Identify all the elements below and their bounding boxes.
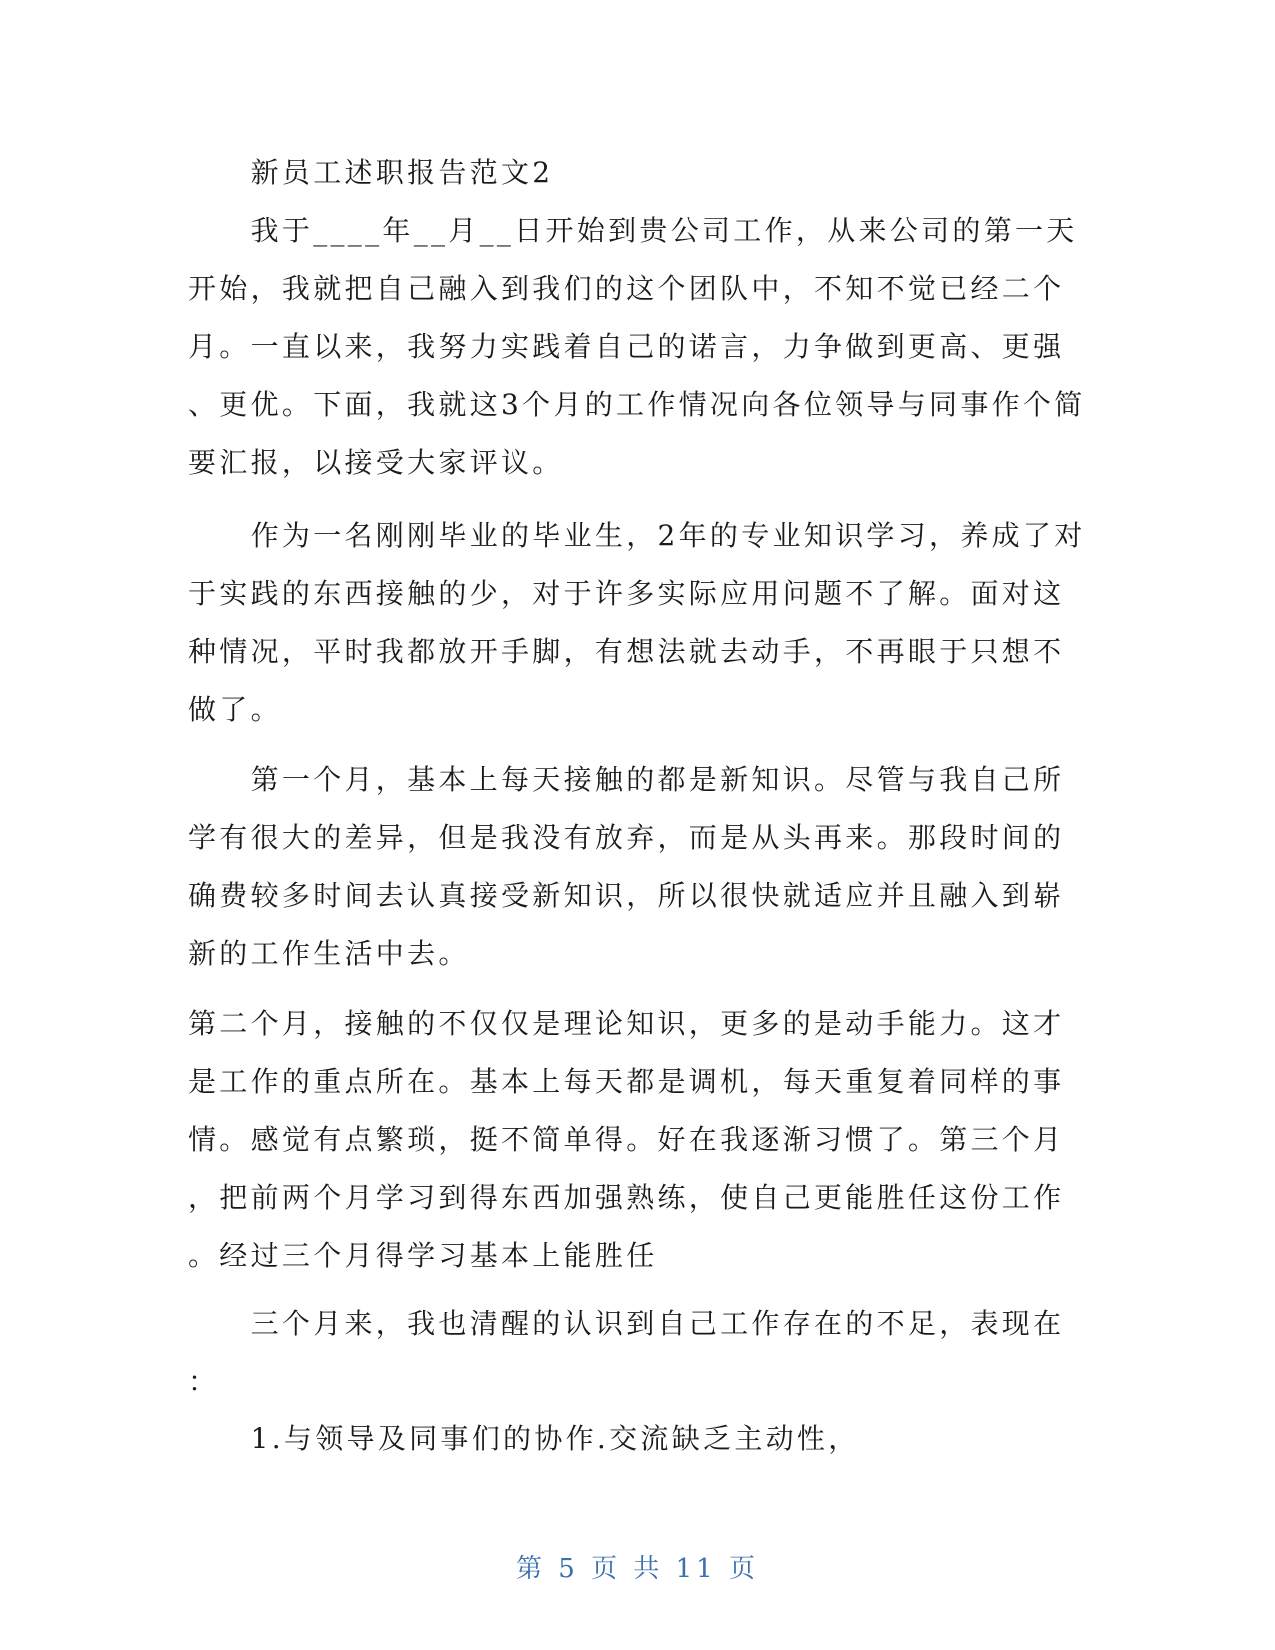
paragraph-item-1: 1.与领导及同事们的协作.交流缺乏主动性， [188, 1422, 860, 1455]
page-number-footer: 第 5 页 共 11 页 [516, 1554, 759, 1584]
document-title: 新员工述职报告范文2 [188, 156, 554, 189]
paragraph-first-month: 第一个月，基本上每天接触的都是新知识。尽管与我自己所 学有很大的差异，但是我没有放弃，而是从头再来。那段时间的 确费较多时间去认真接受新知识，所以很快就适应并且融入到崭 新的工作生活中去。 [188, 763, 1065, 970]
paragraph-graduate: 作为一名刚刚毕业的毕业生，2年的专业知识学习，养成了对 于实践的东西接触的少，对于许多实际应用问题不了解。面对这 种情况，平时我都放开手脚，有想法就去动手，不再眼于只想不 做了。 [188, 519, 1086, 726]
paragraph-second-third-month: 第二个月，接触的不仅仅是理论知识，更多的是动手能力。这才 是工作的重点所在。基本上每天都是调机，每天重复着同样的事 情。感觉有点繁琐，挺不简单得。好在我逐渐习惯了。第三个月 ，把前两个月学习到得东西加强熟练，使自己更能胜任这份工作 。经过三个月得学习基本上能胜任 [188, 1007, 1065, 1272]
paragraph-intro: 我于____年__月__日开始到贵公司工作，从来公司的第一天 开始，我就把自己融入到我们的这个团队中，不知不觉已经二个 月。一直以来，我努力实践着自己的诺言，力争做到更高、更强 、更优。下面，我就这3个月的工作情况向各位领导与同事作个简 要汇报，以接受大家评议。 [188, 214, 1086, 479]
paragraph-shortcomings: 三个月来，我也清醒的认识到自己工作存在的不足，表现在 ： [188, 1307, 1065, 1398]
